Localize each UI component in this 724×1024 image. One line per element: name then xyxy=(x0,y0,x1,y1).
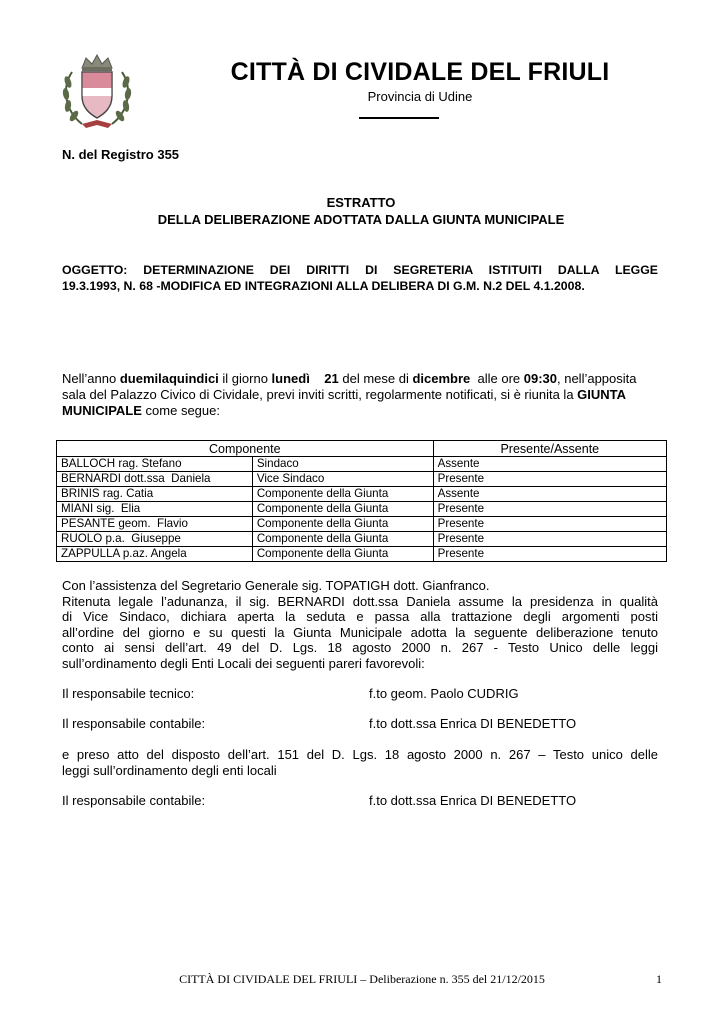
members-table xyxy=(56,440,667,562)
subject-block xyxy=(62,262,658,294)
member-role: Componente della Giunta xyxy=(252,502,433,517)
column-header: Presente/Assente xyxy=(433,441,666,457)
registry-number: N. del Registro 355 xyxy=(62,147,180,162)
opinion-signature: f.to dott.ssa Enrica DI BENEDETTO xyxy=(369,716,577,731)
member-status: Assente xyxy=(433,487,666,502)
column-header: Componente xyxy=(57,441,434,457)
subject-line: OGGETTO: DETERMINAZIONE DEI DIRITTI DI SEGRETERIA ISTITUITI DALLA LEGGE xyxy=(62,263,658,277)
proceedings-paragraph xyxy=(62,578,658,671)
acknowledgement-line: leggi sull’ordinamento degli enti locali xyxy=(62,762,277,778)
footer-text: CITTÀ DI CIVIDALE DEL FRIULI – Deliberazione n. 355 del 21/12/2015 xyxy=(179,972,545,986)
page-number: 1 xyxy=(656,972,662,986)
meeting-month: dicembre xyxy=(412,371,471,386)
intro-text: il giorno xyxy=(218,371,272,386)
province-subtitle: Provincia di Udine xyxy=(367,89,473,104)
member-status: Assente xyxy=(433,457,666,472)
meeting-day: 21 xyxy=(324,371,339,386)
coat-of-arms-icon xyxy=(58,52,136,132)
city-title: CITTÀ DI CIVIDALE DEL FRIULI xyxy=(230,58,610,86)
intro-paragraph xyxy=(62,371,658,419)
intro-line xyxy=(62,403,658,419)
intro-text: alle ore xyxy=(470,371,524,386)
meeting-year: duemilaquindici xyxy=(119,371,219,386)
acknowledgement-paragraph xyxy=(62,747,658,778)
table-row xyxy=(57,532,667,547)
member-name: BALLOCH rag. Stefano xyxy=(57,457,253,472)
member-role: Componente della Giunta xyxy=(252,547,433,562)
intro-text xyxy=(310,371,324,386)
subject-line: 19.3.1993, N. 68 -MODIFICA ED INTEGRAZIONI ALLA DELIBERA DI G.M. N.2 DEL 4.1.2008. xyxy=(62,279,585,293)
meeting-time: 09:30 xyxy=(523,371,557,386)
intro-text: come segue: xyxy=(141,403,220,418)
extract-subtitle: DELLA DELIBERAZIONE ADOTTATA DALLA GIUNTA MUNICIPALE xyxy=(157,212,565,227)
proceedings-line: sull’ordinamento degli Enti Locali dei seguenti pareri favorevoli: xyxy=(62,655,425,671)
intro-text: sala del Palazzo Civico di Cividale, previ inviti scritti, regolarmente notificati, si è riunita la xyxy=(62,387,578,402)
intro-text: , nell’apposita xyxy=(557,371,637,386)
member-status: Presente xyxy=(433,472,666,487)
opinion-signature: f.to dott.ssa Enrica DI BENEDETTO xyxy=(369,793,577,808)
table-row xyxy=(57,517,667,532)
opinion-signature: f.to geom. Paolo CUDRIG xyxy=(369,686,519,701)
member-role: Componente della Giunta xyxy=(252,487,433,502)
body-name: MUNICIPALE xyxy=(62,403,142,418)
proceedings-line: all’ordine del giorno e su questi la Giunta Municipale adotta la seguente deliberazione tenuto xyxy=(62,624,658,640)
title-divider xyxy=(359,117,439,119)
table-row xyxy=(57,487,667,502)
intro-text: del mese di xyxy=(338,371,413,386)
member-status: Presente xyxy=(433,547,666,562)
member-role: Componente della Giunta xyxy=(252,517,433,532)
extract-title: ESTRATTO xyxy=(326,195,396,210)
opinion-label: Il responsabile contabile: xyxy=(62,793,206,808)
member-name: BERNARDI dott.ssa Daniela xyxy=(57,472,253,487)
member-name: PESANTE geom. Flavio xyxy=(57,517,253,532)
intro-line xyxy=(62,387,658,403)
proceedings-line: conto ai sensi dell’art. 49 del D. Lgs. 18 agosto 2000 n. 267 - Testo Unico delle leggi xyxy=(62,640,658,655)
member-name: ZAPPULLA p.az. Angela xyxy=(57,547,253,562)
table-row xyxy=(57,547,667,562)
table-row xyxy=(57,502,667,517)
intro-line xyxy=(62,371,658,387)
member-role: Vice Sindaco xyxy=(252,472,433,487)
table-header-row xyxy=(57,441,667,457)
member-status: Presente xyxy=(433,532,666,547)
member-name: BRINIS rag. Catia xyxy=(57,487,253,502)
opinion-label: Il responsabile contabile: xyxy=(62,716,206,731)
acknowledgement-line: e preso atto del disposto dell’art. 151 del D. Lgs. 18 agosto 2000 n. 267 – Testo unico delle xyxy=(62,747,658,762)
body-name: GIUNTA xyxy=(577,387,627,402)
opinion-label: Il responsabile tecnico: xyxy=(62,686,195,701)
member-name: MIANI sig. Elia xyxy=(57,502,253,517)
member-role: Sindaco xyxy=(252,457,433,472)
proceedings-line: Ritenuta legale l’adunanza, il sig. BERNARDI dott.ssa Daniela assume la presidenza in qualità xyxy=(62,593,658,609)
member-role: Componente della Giunta xyxy=(252,532,433,547)
proceedings-line: Con l’assistenza del Segretario Generale sig. TOPATIGH dott. Gianfranco. xyxy=(62,578,490,593)
member-status: Presente xyxy=(433,502,666,517)
meeting-weekday: lunedì xyxy=(271,371,310,386)
proceedings-line: di Vice Sindaco, dichiara aperta la seduta e passa alla trattazione degli argomenti posti xyxy=(62,609,658,624)
member-status: Presente xyxy=(433,517,666,532)
intro-text: Nell’anno xyxy=(62,371,120,386)
table-row xyxy=(57,457,667,472)
member-name: RUOLO p.a. Giuseppe xyxy=(57,532,253,547)
table-row xyxy=(57,472,667,487)
